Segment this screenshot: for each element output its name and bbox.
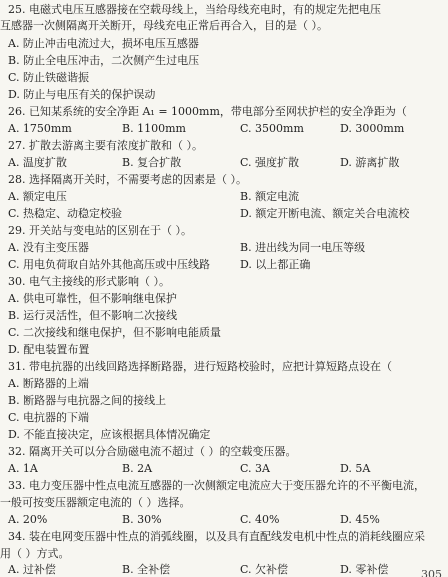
- question-26-option-d: D. 3000mm: [340, 122, 405, 135]
- question-28-option-a: A. 额定电压: [8, 190, 67, 203]
- question-26-stem: 26. 已知某系统的安全净距 A₁ = 1000mm，带电部分至网状护栏的安全净距为（: [8, 105, 407, 118]
- question-33-option-d: D. 45%: [340, 513, 380, 526]
- question-34-option-a: A. 过补偿: [8, 563, 56, 576]
- question-29-option-b: B. 进出线为同一电压等级: [240, 241, 366, 254]
- question-29-options-row2: [0, 257, 448, 273]
- question-31-option-d: D. 不能直接决定，应该根据具体情况确定: [8, 428, 211, 441]
- question-33-stem-line1: 33. 电力变压器中性点电流互感器的一次侧额定电流应大于变压器允许的不平衡电流，: [8, 479, 425, 492]
- question-34-stem-line2: 用（ ）方式。: [0, 547, 70, 560]
- question-32-option-c: C. 3A: [240, 462, 270, 475]
- question-31-option-c: C. 电抗器的下端: [8, 411, 90, 424]
- question-30-stem: 30. 电气主接线的形式影响（ ）。: [8, 275, 170, 288]
- question-28-option-c: C. 热稳定、动稳定校验: [8, 207, 123, 220]
- question-32-option-a: A. 1A: [8, 462, 38, 475]
- question-32-option-d: D. 5A: [340, 462, 371, 475]
- question-31-stem: 31. 带电抗器的出线回路选择断路器，进行短路校验时，应把计算短路点设在（: [8, 360, 392, 373]
- question-26-options: [0, 121, 448, 137]
- question-31-option-a: A. 断路器的上端: [8, 377, 89, 390]
- question-25-option-b: B. 防止全电压冲击，二次侧产生过电压: [8, 54, 200, 67]
- question-34-option-b: B. 全补偿: [122, 563, 171, 576]
- question-27-stem: 27. 扩散去游离主要有浓度扩散和（ ）。: [8, 139, 203, 152]
- question-30-option-d: D. 配电装置布置: [8, 343, 90, 356]
- question-26-option-b: B. 1100mm: [122, 122, 186, 135]
- page-number: 305: [421, 568, 442, 577]
- question-25-option-a: A. 防止冲击电流过大，损坏电压互感器: [8, 37, 199, 50]
- question-26-option-a: A. 1750mm: [8, 122, 72, 135]
- question-26-option-c: C. 3500mm: [240, 122, 304, 135]
- question-30-option-c: C. 二次接线和继电保护，但不影响电能质量: [8, 326, 222, 339]
- question-34-option-c: C. 欠补偿: [240, 563, 289, 576]
- question-33-option-c: C. 40%: [240, 513, 280, 526]
- question-29-stem: 29. 开关站与变电站的区别在于（ ）。: [8, 224, 192, 237]
- question-25-stem-line1: 25. 电磁式电压互感器接在空载母线上，当给母线充电时，有的规定先把电压: [8, 3, 381, 16]
- question-29-option-d: D. 以上都正确: [240, 258, 311, 271]
- question-32-option-b: B. 2A: [122, 462, 153, 475]
- question-34-stem-line1: 34. 装在电网变压器中性点的消弧线圈，以及具有直配线发电机中性点的消耗线圈应采: [8, 530, 425, 543]
- question-27-options: [0, 155, 448, 171]
- question-30-option-a: A. 供电可靠性，但不影响继电保护: [8, 292, 177, 305]
- question-28-option-d: D. 额定开断电流、额定关合电流校: [240, 207, 410, 220]
- question-33-option-a: A. 20%: [8, 513, 48, 526]
- question-29-option-a: A. 没有主变压器: [8, 241, 89, 254]
- question-30-option-b: B. 运行灵活性，但不影响二次接线: [8, 309, 178, 322]
- question-25-stem-line2: 互感器一次侧隔离开关断开，母线充电正常后再合入，目的是（ ）。: [0, 19, 328, 32]
- question-25-option-c: C. 防止铁磁谐振: [8, 71, 90, 84]
- question-28-option-b: B. 额定电流: [240, 190, 300, 203]
- question-32-stem: 32. 隔离开关可以分合励磁电流不超过（ ）的空载变压器。: [8, 445, 297, 458]
- question-33-options: [0, 512, 448, 528]
- question-28-stem: 28. 选择隔离开关时，不需要考虑的因素是（ ）。: [8, 173, 247, 186]
- question-29-option-c: C. 用电负荷取自站外其他高压或中压线路: [8, 258, 211, 271]
- question-34-option-d: D. 零补偿: [340, 563, 389, 576]
- question-28-options-row1: [0, 189, 448, 205]
- question-29-options-row1: [0, 240, 448, 256]
- question-25-option-d: D. 防止与电压有关的保护误动: [8, 88, 156, 101]
- question-31-option-b: B. 断路器与电抗器之间的接线上: [8, 394, 167, 407]
- question-34-options: [0, 562, 448, 577]
- question-32-options: [0, 461, 448, 477]
- question-27-option-b: B. 复合扩散: [122, 156, 182, 169]
- question-27-option-a: A. 温度扩散: [8, 156, 67, 169]
- question-27-option-d: D. 游离扩散: [340, 156, 400, 169]
- question-33-stem-line2: 一般可按变压器额定电流的（ ）选择。: [0, 496, 191, 509]
- question-27-option-c: C. 强度扩散: [240, 156, 300, 169]
- question-33-option-b: B. 30%: [122, 513, 162, 526]
- question-28-options-row2: [0, 206, 448, 222]
